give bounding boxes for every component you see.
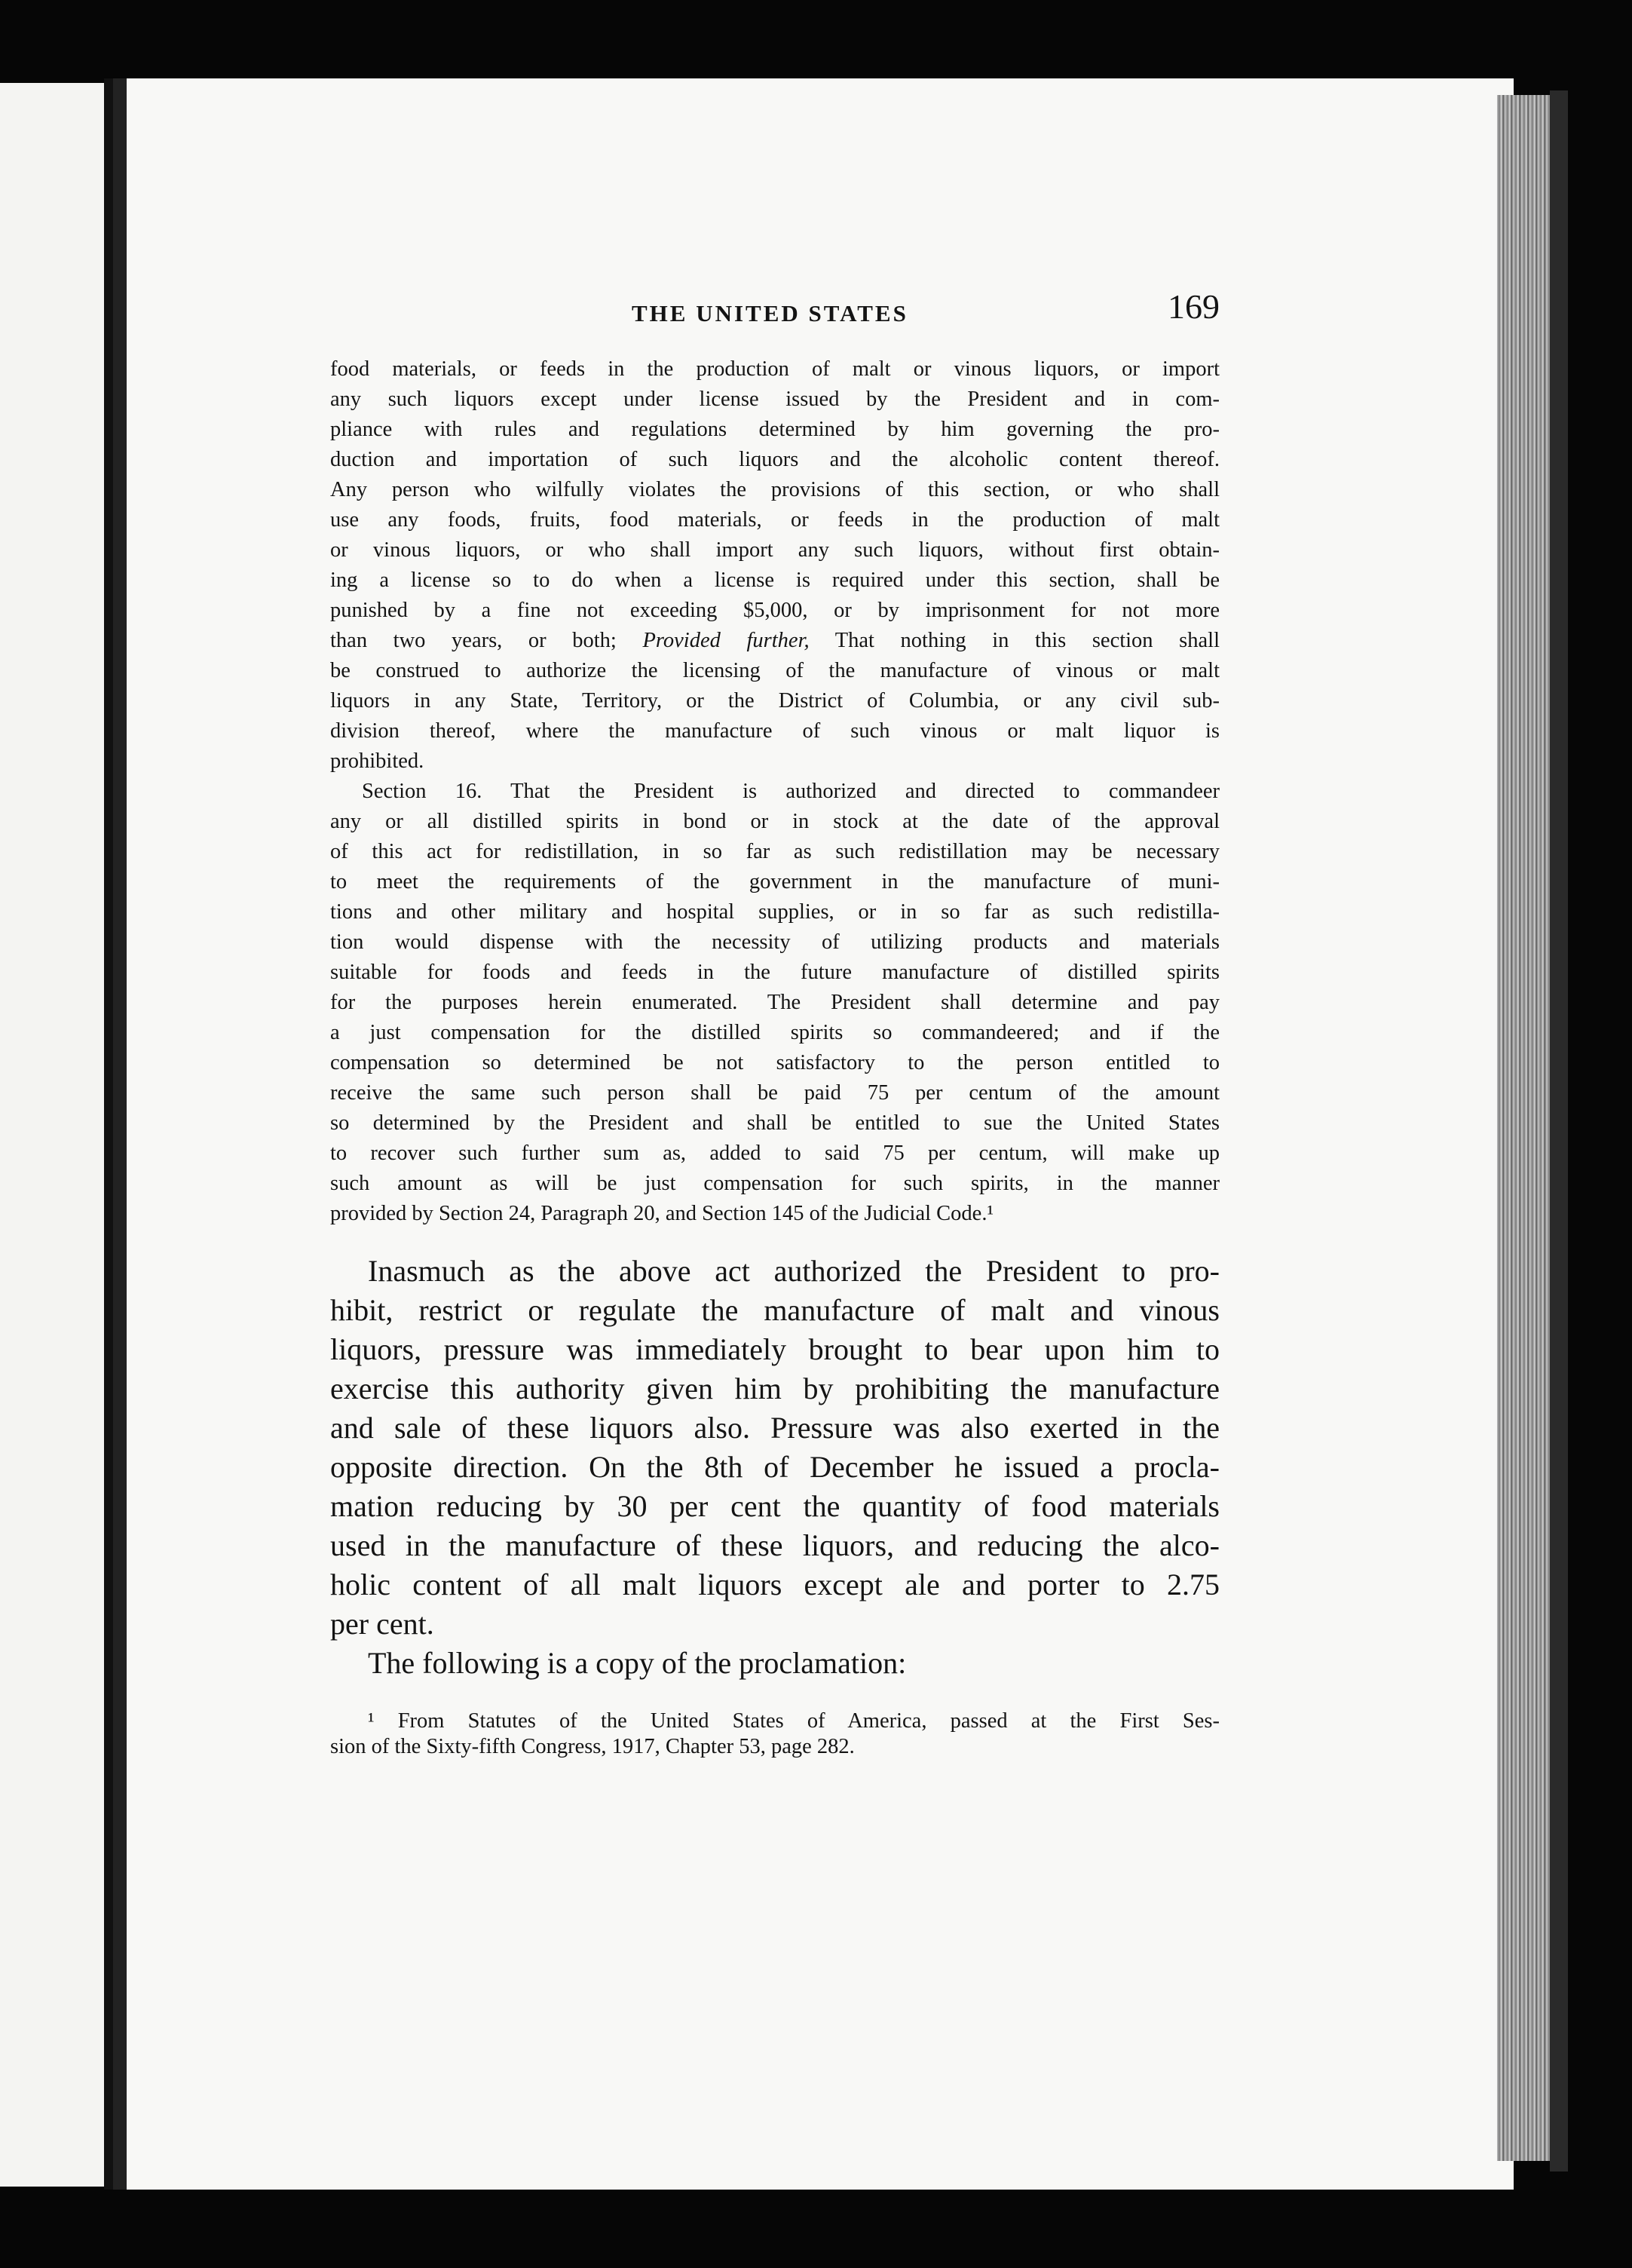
page-text bbox=[330, 287, 1220, 1760]
text-line: a just compensation for the distilled spirits so commandeered; and if the bbox=[330, 1021, 1220, 1044]
book-cover-edge bbox=[1550, 90, 1568, 2171]
text-line: tion would dispense with the necessity of utilizing products and materials bbox=[330, 930, 1220, 954]
text-line: and sale of these liquors also. Pressure was also exerted in the bbox=[330, 1411, 1220, 1445]
text-segment: ¹ From Statutes of the United States of America, passed at the First Ses- bbox=[368, 1709, 1220, 1733]
text-line: liquors, pressure was immediately brought to bear upon him to bbox=[330, 1332, 1220, 1366]
text-line: use any foods, fruits, food materials, or feeds in the production of malt bbox=[330, 508, 1220, 532]
book-gutter bbox=[113, 78, 127, 2190]
text-line: Any person who wilfully violates the provisions of this section, or who shall bbox=[330, 478, 1220, 501]
body-paragraph bbox=[330, 1252, 1220, 1683]
text-line: exercise this authority given him by prohibiting the manufacture bbox=[330, 1372, 1220, 1405]
page-edges-stack bbox=[1497, 95, 1550, 2161]
text-line bbox=[330, 626, 1220, 656]
running-head: THE UNITED STATES bbox=[632, 300, 908, 326]
text-segment: Section 16. That the President is authorized and directed to commandeer bbox=[362, 780, 1220, 803]
page-header bbox=[330, 287, 1220, 354]
text-line: food materials, or feeds in the production of malt or vinous liquors, or import bbox=[330, 357, 1220, 381]
text-line bbox=[330, 1252, 1220, 1291]
section-16-paragraph bbox=[330, 777, 1220, 1229]
text-line: hibit, restrict or regulate the manufacture of malt and vinous bbox=[330, 1293, 1220, 1327]
footnote-line bbox=[330, 1709, 1220, 1734]
text-line: such amount as will be just compensation for such spirits, in the manner bbox=[330, 1172, 1220, 1195]
text-line: be construed to authorize the licensing of the manufacture of vinous or malt bbox=[330, 659, 1220, 682]
text-line: division thereof, where the manufacture of such vinous or malt liquor is bbox=[330, 719, 1220, 743]
text-line: tions and other military and hospital supplies, or in so far as such redistilla- bbox=[330, 900, 1220, 924]
text-line: liquors in any State, Territory, or the District of Columbia, or any civil sub- bbox=[330, 689, 1220, 713]
text-line: any or all distilled spirits in bond or in stock at the date of the approval bbox=[330, 810, 1220, 833]
text-line: to meet the requirements of the government in the manufacture of muni- bbox=[330, 870, 1220, 893]
text-line: used in the manufacture of these liquors, and reducing the alco- bbox=[330, 1528, 1220, 1562]
text-line: pliance with rules and regulations determined by him governing the pro- bbox=[330, 418, 1220, 441]
text-line: suitable for foods and feeds in the future manufacture of distilled spirits bbox=[330, 961, 1220, 984]
text-line: for the purposes herein enumerated. The President shall determine and pay bbox=[330, 991, 1220, 1014]
text-line: provided by Section 24, Paragraph 20, and Section 145 of the Judicial Code.¹ bbox=[330, 1202, 994, 1225]
text-line: compensation so determined be not satisfactory to the person entitled to bbox=[330, 1051, 1220, 1074]
footnote-line: sion of the Sixty-fifth Congress, 1917, Chapter 53, page 282. bbox=[330, 1735, 855, 1758]
text-line: any such liquors except under license issued by the President and in com- bbox=[330, 388, 1220, 411]
text-segment: than two years, or both; bbox=[330, 629, 643, 652]
text-line: receive the same such person shall be paid 75 per centum of the amount bbox=[330, 1081, 1220, 1105]
facing-page-edge bbox=[0, 83, 104, 2187]
page-number: 169 bbox=[1168, 287, 1220, 326]
text-line: punished by a fine not exceeding $5,000, or by imprisonment for not more bbox=[330, 599, 1220, 622]
text-line: prohibited. bbox=[330, 749, 424, 773]
gutter-shadow bbox=[104, 78, 113, 2190]
text-line: mation reducing by 30 per cent the quantity of food materials bbox=[330, 1489, 1220, 1523]
text-line: holic content of all malt liquors except ale and porter to 2.75 bbox=[330, 1568, 1220, 1601]
text-segment: The following is a copy of the proclamation: bbox=[368, 1646, 907, 1680]
text-line: or vinous liquors, or who shall import any such liquors, without first obtain- bbox=[330, 538, 1220, 562]
footnote bbox=[330, 1709, 1220, 1760]
text-segment: Inasmuch as the above act authorized the President to pro- bbox=[368, 1254, 1220, 1288]
statute-paragraph bbox=[330, 354, 1220, 777]
text-line: so determined by the President and shall be entitled to sue the United States bbox=[330, 1111, 1220, 1135]
text-line: per cent. bbox=[330, 1607, 434, 1641]
text-line: opposite direction. On the 8th of December he issued a procla- bbox=[330, 1450, 1220, 1484]
text-line: duction and importation of such liquors and the alcoholic content thereof. bbox=[330, 448, 1220, 471]
text-line: to recover such further sum as, added to said 75 per centum, will make up bbox=[330, 1142, 1220, 1165]
text-line: ing a license so to do when a license is required under this section, shall be bbox=[330, 569, 1220, 592]
text-line bbox=[330, 777, 1220, 807]
text-segment: That nothing in this section shall bbox=[809, 629, 1220, 652]
italic-proviso: Provided further, bbox=[642, 629, 810, 652]
text-line: of this act for redistillation, in so far as such redistillation may be necessary bbox=[330, 840, 1220, 863]
text-line bbox=[330, 1644, 1220, 1683]
